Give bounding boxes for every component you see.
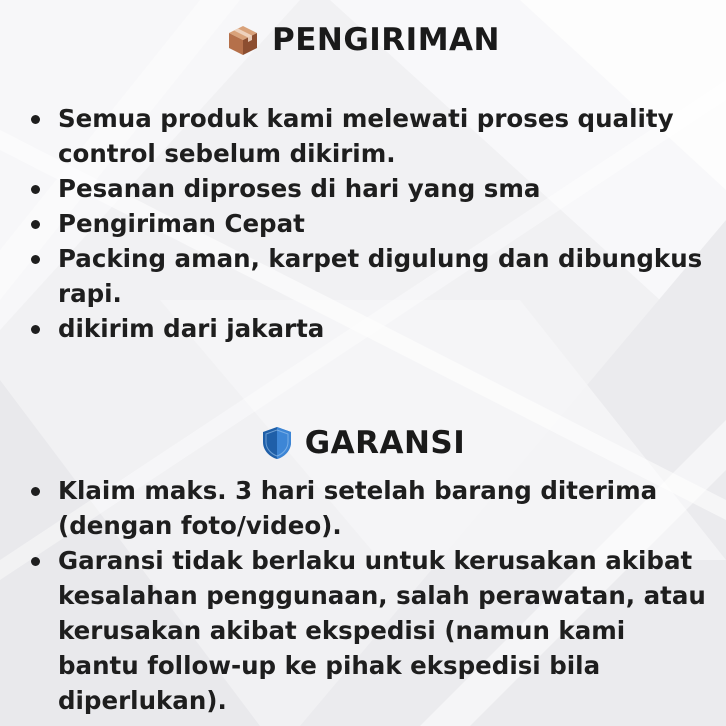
list-item: Garansi tidak berlaku untuk kerusakan akibat kesalahan penggunaan, salah perawatan, atau kerusakan akibat ekspedisi (namun kami bantu follow-up ke pihak ekspedisi bila diperlukan). (0, 543, 726, 718)
list-item: Pesanan diproses di hari yang sma (0, 171, 726, 206)
shipping-list (0, 101, 726, 346)
shipping-section (0, 22, 726, 346)
warranty-title: GARANSI (304, 425, 466, 461)
shipping-title: PENGIRIMAN (271, 22, 500, 58)
list-item: Semua produk kami melewati proses quality control sebelum dikirim. (0, 101, 726, 171)
warranty-heading (0, 425, 726, 461)
package-box-icon (226, 23, 260, 57)
shield-icon (261, 425, 293, 461)
shipping-heading (0, 22, 726, 58)
list-item: dikirim dari jakarta (0, 311, 726, 346)
warranty-list (0, 473, 726, 718)
list-item: Klaim maks. 3 hari setelah barang diterima (dengan foto/video). (0, 473, 726, 543)
list-item: Pengiriman Cepat (0, 206, 726, 241)
list-item: Packing aman, karpet digulung dan dibungkus rapi. (0, 241, 726, 311)
warranty-section (0, 425, 726, 718)
